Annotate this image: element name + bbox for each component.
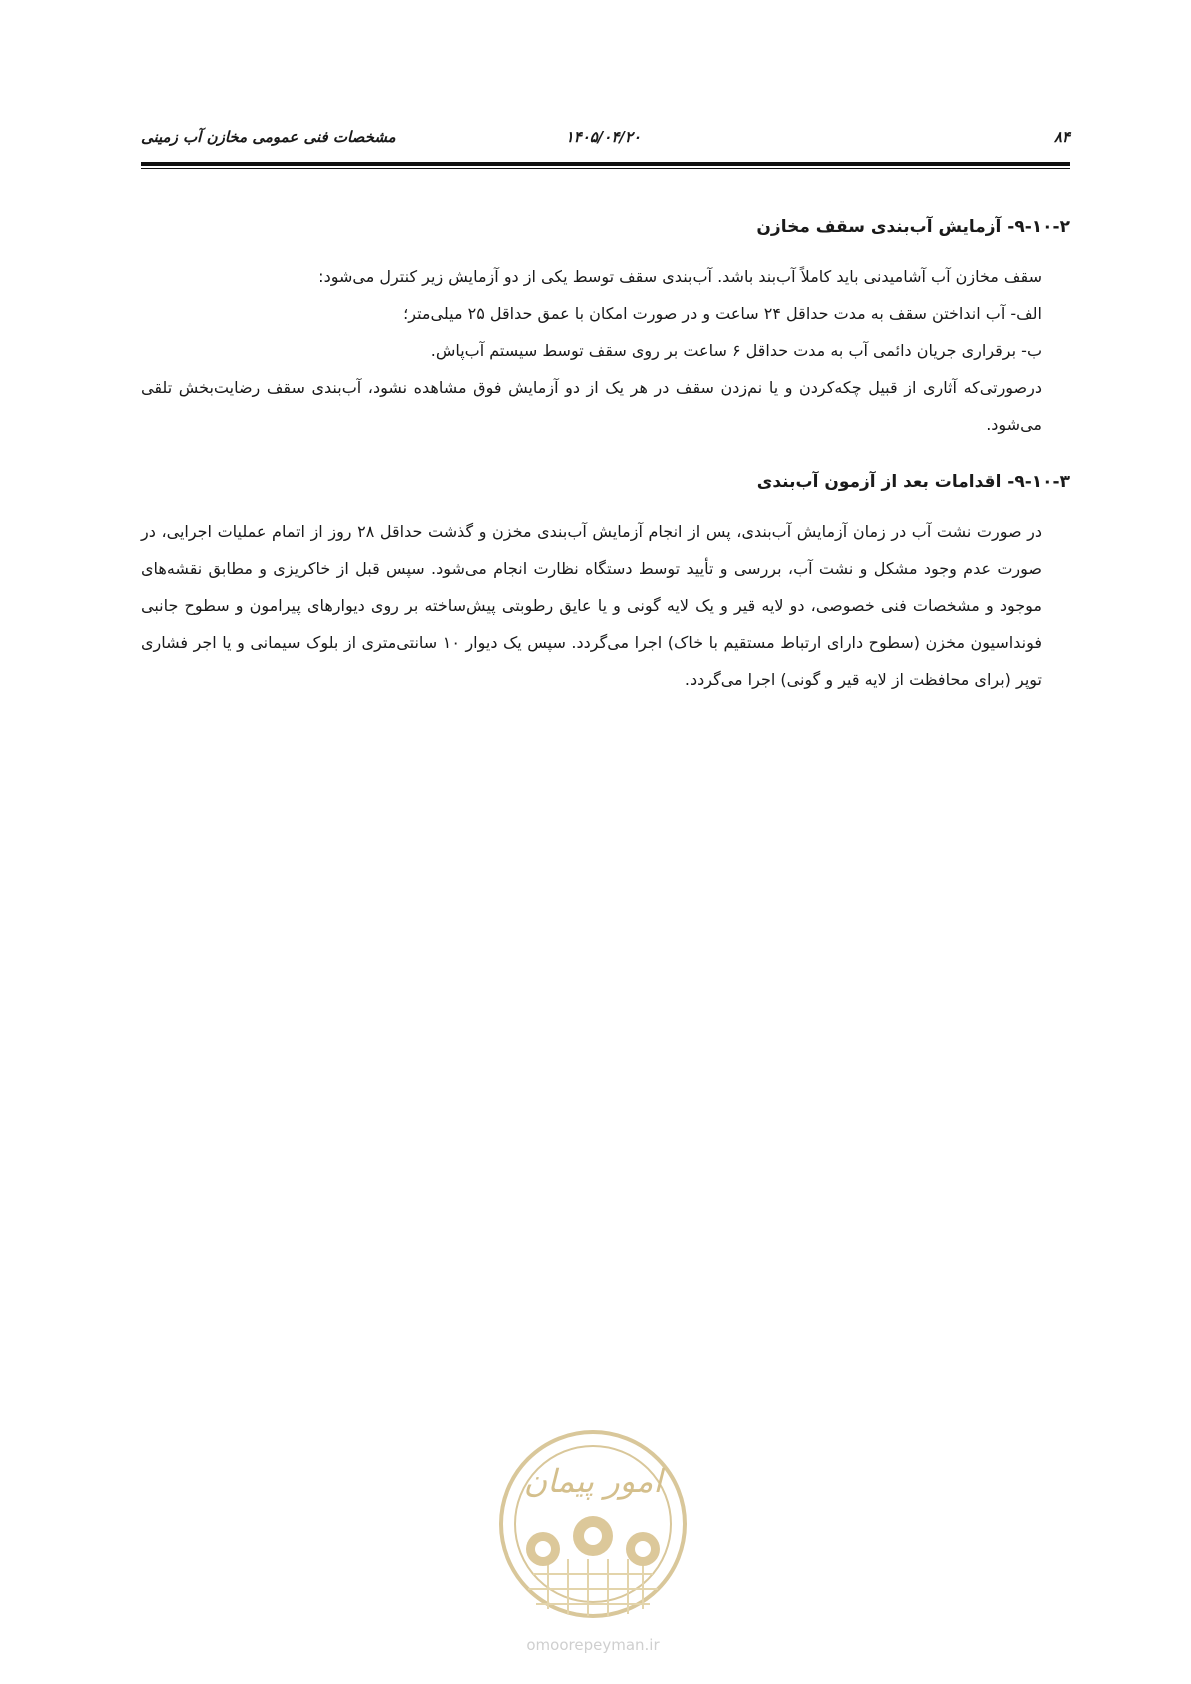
page-header xyxy=(141,128,1070,152)
paragraph-roof-intro: سقف مخازن آب آشامیدنی باید کاملاً آب‌بند باشد. آب‌بندی سقف توسط یکی از دو آزمایش زیر کنترل می‌شود: xyxy=(318,267,1042,286)
watermark-seal xyxy=(488,1424,698,1656)
header-rule-thin xyxy=(141,168,1070,169)
header-date: ۱۴۰۵/۰۴/۲۰ xyxy=(565,128,641,146)
section-heading-roof-test: ۹-۱۰-۲- آزمایش آب‌بندی سقف مخازن xyxy=(756,217,1070,237)
section-heading-after-test: ۹-۱۰-۳- اقدامات بعد از آزمون آب‌بندی xyxy=(756,472,1070,492)
document-title: مشخصات فنی عمومی مخازن آب زمینی xyxy=(141,128,396,146)
header-rule-thick xyxy=(141,162,1070,166)
page-number: ۸۴ xyxy=(1053,128,1070,146)
seal-lettering: امور پیمان xyxy=(523,1462,663,1500)
seal-logo-icon xyxy=(488,1424,698,1656)
page-content xyxy=(141,210,1070,698)
paragraph-after-test: در صورت نشت آب در زمان آزمایش آب‌بندی، پس از انجام آزمایش آب‌بندی مخزن و گذشت حداقل ۲۸ روز از اتمام عملیات اجرایی، در صورت عدم وجود مشکل و نشت آب، بررسی و تأیید توسط دستگاه نظارت انجام می‌شود. سپس قبل از خاکریزی و مطابق نقشه‌های موجود و مشخصات فنی خصوصی، دو لایه قیر و یک لایه گونی و یا عایق رطوبتی پیش‌ساخته بر روی دیوارهای پیرامون و سطوح جانبی فونداسیون مخزن (سطوح دارای ارتباط مستقیم با خاک) اجرا می‌گردد. سپس یک دیوار ۱۰ سانتی‌متری از بلوک سیمانی و یا اجر فشاری توپر (برای محافظت از لایه قیر و گونی) اجرا می‌گردد. xyxy=(141,522,1043,689)
list-item-a: الف- آب انداختن سقف به مدت حداقل ۲۴ ساعت و در صورت امکان با عمق حداقل ۲۵ میلی‌متر؛ xyxy=(403,304,1042,323)
list-item-b: ب- برقراری جریان دائمی آب به مدت حداقل ۶ ساعت بر روی سقف توسط سیستم آب‌پاش. xyxy=(430,341,1042,360)
watermark-url: omoorepeyman.ir xyxy=(526,1636,660,1654)
paragraph-roof-conclusion: درصورتی‌که آثاری از قبیل چکه‌کردن و یا نم‌زدن سقف در هر یک از دو آزمایش فوق مشاهده نشود، آب‌بندی سقف رضایت‌بخش تلقی می‌شود. xyxy=(141,378,1042,434)
section-spacer xyxy=(141,443,1070,465)
